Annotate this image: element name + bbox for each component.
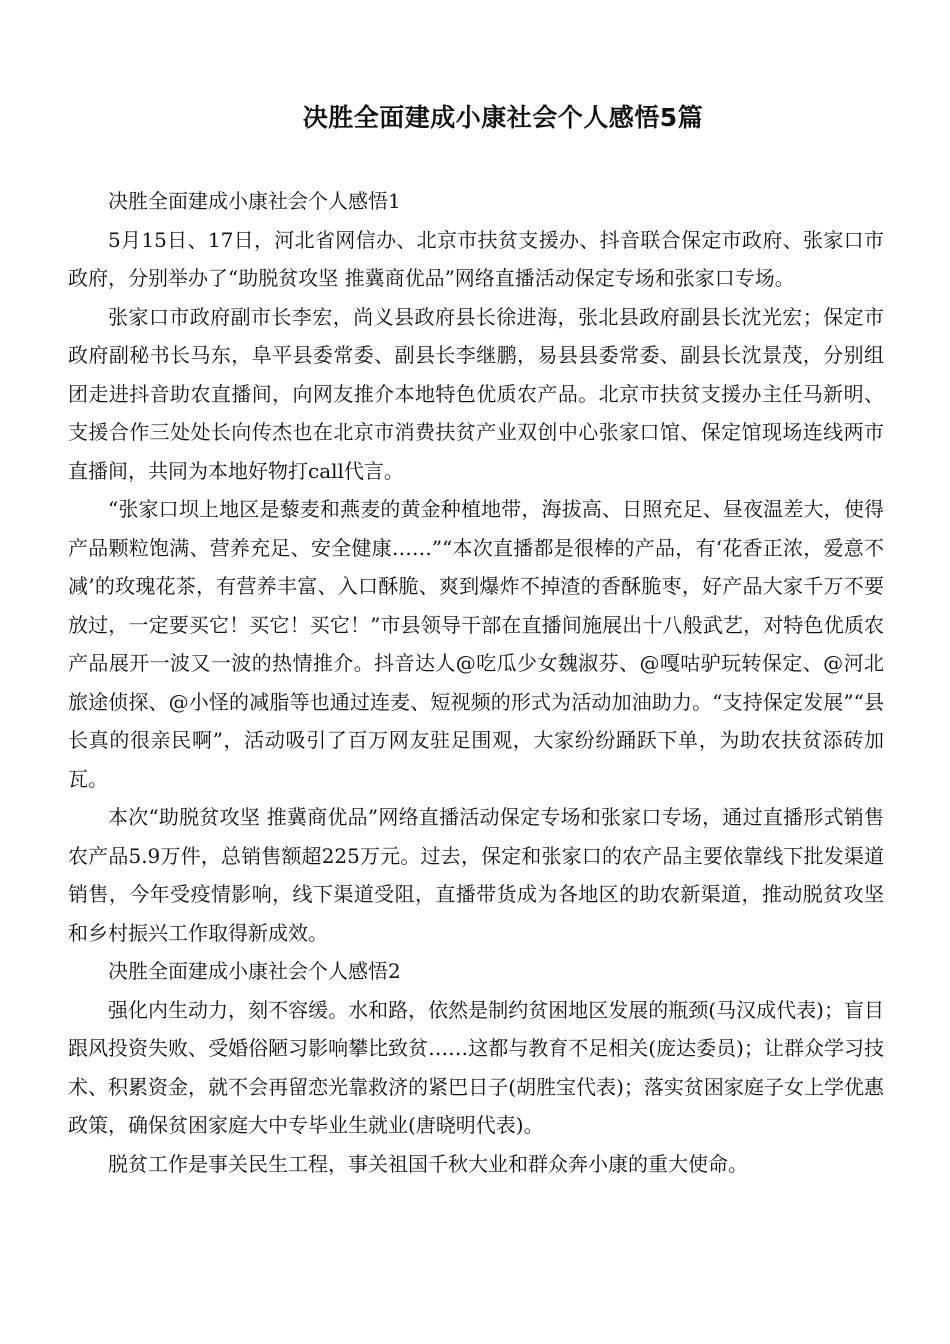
paragraph: 强化内生动力，刻不容缓。水和路，依然是制约贫困地区发展的瓶颈(马汉成代表)；盲目跟风投资失败、受婚俗陋习影响攀比致贫……这都与教育不足相关(庞达委员)；让群众学习技术、积累资金，就不会再留恋光靠救济的紧巴日子(胡胜宝代表)；落实贫困家庭子女上学优惠政策，确保贫困家庭大中专毕业生就业(唐晓明代表)。 (68, 997, 884, 1137)
paragraph: 本次“助脱贫攻坚 推冀商优品”网络直播活动保定专场和张家口专场，通过直播形式销售农产品5.9万件，总销售额超225万元。过去，保定和张家口的农产品主要依靠线下批发渠道销售，今年受疫情影响，线下渠道受阻，直播带货成为各地区的助农新渠道，推动脱贫攻坚和乡村振兴工作取得新成效。 (68, 805, 884, 945)
document-body (68, 182, 884, 1183)
section-heading-2: 决胜全面建成小康社会个人感悟2 (108, 959, 401, 983)
paragraph: 张家口市政府副市长李宏，尚义县政府县长徐进海，张北县政府副县长沈光宏；保定市政府副秘书长马东，阜平县委常委、副县长李继鹏，易县县委常委、副县长沈景茂，分别组团走进抖音助农直播间，向网友推介本地特色优质农产品。北京市扶贫支援办主任马新明、支援合作三处处长向传杰也在北京市消费扶贫产业双创中心张家口馆、保定馆现场连线两市直播间，共同为本地好物打call代言。 (68, 304, 884, 483)
section-heading-1: 决胜全面建成小康社会个人感悟1 (108, 189, 401, 213)
paragraph: 5月15日、17日，河北省网信办、北京市扶贫支援办、抖音联合保定市政府、张家口市政府，分别举办了“助脱贫攻坚 推冀商优品”网络直播活动保定专场和张家口专场。 (68, 227, 884, 290)
paragraph: 脱贫工作是事关民生工程，事关祖国千秋大业和群众奔小康的重大使命。 (108, 1151, 748, 1176)
document-title: 决胜全面建成小康社会个人感悟5篇 (302, 103, 704, 132)
paragraph: “张家口坝上地区是藜麦和燕麦的黄金种植地带，海拔高、日照充足、昼夜温差大，使得产品颗粒饱满、营养充足、安全健康……”“本次直播都是很棒的产品，有‘花香正浓，爱意不减’的玫瑰花茶，有营养丰富、入口酥脆、爽到爆炸不掉渣的香酥脆枣，好产品大家千万不要放过，一定要买它！买它！买它！”市县领导干部在直播间施展出十八般武艺，对特色优质农产品展开一波又一波的热情推介。抖音达人@吃瓜少女魏淑芬、@嘎咕驴玩转保定、@河北旅途侦探、@小怪的减脂等也通过连麦、短视频的形式为活动加油助力。“支持保定发展”“县长真的很亲民啊”，活动吸引了百万网友驻足围观，大家纷纷踊跃下单，为助农扶贫添砖加瓦。 (68, 497, 884, 791)
